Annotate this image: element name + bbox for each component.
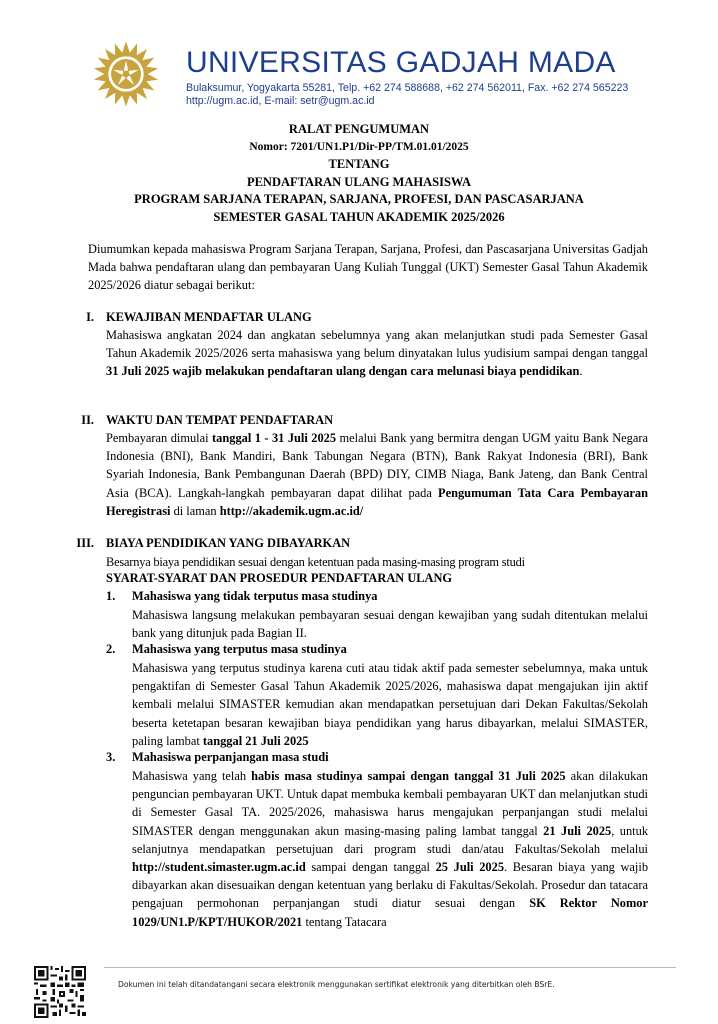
item-number: 3. (106, 750, 116, 764)
document-title (0, 121, 718, 226)
item-heading: Mahasiswa perpanjangan masa studi (132, 750, 329, 764)
emphasis-text: 31 Juli 2025 wajib melakukan pendaftaran ulang dengan cara melunasi biaya pendidikan (106, 364, 580, 379)
body-text: Mahasiswa angkatan 2024 dan angkatan sebelumnya yang akan melanjutkan studi pada Semester Gasal Tahun Akademik 2025/2026 serta mahasiswa yang belum dinyatakan lulus yudisium sampai dengan tanggal (106, 328, 648, 361)
section-heading: KEWAJIBAN MENDAFTAR ULANG (106, 310, 312, 324)
emphasis-text: 25 Juli 2025 (435, 860, 505, 875)
body-text: melalui Bank yang bermitra dengan UGM yaitu Bank Negara Indonesia (BNI), Bank Mandiri, Bank Tabungan Negara (BTN), Bank Rakyat Indonesia (BRI), Bank Syariah Indonesia, Bank Pembangunan Daerah (BPD) DIY, CIMB Niaga, Bank Jateng, dan Bank Central Asia (BCA). Langkah-langkah pembayaran dapat dilihat pada (106, 431, 648, 500)
e-signature-note: Dokumen ini telah ditandatangani secara elektronik menggunakan sertifikat elektronik yang diterbitkan oleh BSrE. (118, 980, 555, 989)
title-line: TENTANG (328, 157, 390, 171)
section-number: III. (76, 536, 94, 550)
section-body (106, 429, 648, 520)
letterhead (92, 38, 692, 108)
section-heading: WAKTU DAN TEMPAT PENDAFTARAN (106, 413, 334, 427)
contact-line: http://ugm.ac.id, E-mail: setr@ugm.ac.id (186, 94, 375, 107)
url-text: http://student.simaster.ugm.ac.id (132, 860, 306, 875)
body-text: tentang Tatacara (302, 914, 387, 929)
title-line: SEMESTER GASAL TAHUN AKADEMIK 2025/2026 (213, 209, 505, 224)
body-text: Mahasiswa yang terputus studinya karena cuti atau tidak aktif pada semester sebelumnya, maka untuk pengaktifan di Semester Gasal Tahun Akademik 2025/2026, mahasiswa dapat mengajukan ijin aktif kembali melalui SIMASTER kemudian akan mendapatkan persetujuan dari Dekan Fakultas/Sekolah beserta ketetapan besaran kewajiban biaya pendidikan yang harus dibayarkan, melalui SIMASTER, paling lambat (132, 661, 648, 748)
emphasis-text: habis masa studinya sampai dengan tanggal 31 Juli 2025 (251, 769, 566, 783)
body-text: di laman (170, 503, 220, 518)
section-body (106, 326, 648, 381)
emphasis-text: 21 Juli 2025 (543, 823, 612, 838)
body-text: . Besaran biaya yang wajib dibayarkan akan disesuaikan dengan ketentuan yang berlaku di Fakultas/Sekolah. Prosedur dan tatacara pengajuan permohonan perpanjangan studi diatur sesuai dengan (132, 860, 649, 911)
item-heading: Mahasiswa yang tidak terputus masa studinya (132, 589, 378, 603)
document-number: Nomor: 7201/UN1.P1/Dir-PP/TM.01.01/2025 (249, 140, 469, 153)
item-body: Mahasiswa langsung melakukan pembayaran sesuai dengan kewajiban yang sudah ditentukan melalui bank yang ditunjuk pada Bagian II. (132, 608, 648, 641)
university-address (186, 82, 628, 107)
section-number: II. (81, 413, 94, 427)
ugm-logo-icon (92, 40, 160, 108)
title-line: PROGRAM SARJANA TERAPAN, SARJANA, PROFESI, DAN PASCASARJANA (134, 192, 584, 206)
section-heading: BIAYA PENDIDIKAN YANG DIBAYARKAN (106, 536, 351, 550)
university-name: UNIVERSITAS GADJAH MADA (186, 46, 616, 79)
emphasis-text: Pengumuman Tata Cara Pembayaran Heregistrasi (106, 485, 648, 518)
item-body (132, 767, 648, 931)
footer-divider (104, 967, 676, 968)
body-text: . (579, 364, 583, 379)
emphasis-text: SK Rektor Nomor 1029/UN1.P/KPT/HUKOR/2021 (132, 896, 648, 929)
body-text: akan dilakukan penguncian pembayaran UKT. Untuk dapat membuka kembali pembayaran UKT dan melanjutkan studi di Semester Gasal TA. 2025/2026, mahasiswa harus mengajukan perpanjangan studi melalui SIMASTER dengan menggunakan akun masing-masing paling lambat tanggal (132, 769, 648, 838)
body-text: Mahasiswa yang telah (132, 769, 252, 783)
url-text: http://akademik.ugm.ac.id/ (219, 503, 364, 518)
item-number: 2. (106, 642, 116, 656)
section-body: Besarnya biaya pendidikan sesuai dengan ketentuan pada masing-masing program studi (106, 555, 525, 569)
emphasis-text: tanggal 1 - 31 Juli 2025 (212, 431, 337, 445)
item-number: 1. (106, 589, 116, 603)
section-number: I. (86, 310, 94, 324)
subsection-heading: SYARAT-SYARAT DAN PROSEDUR PENDAFTARAN ULANG (106, 571, 453, 585)
body-text: Pembayaran dimulai (106, 431, 213, 445)
title-line: RALAT PENGUMUMAN (288, 122, 430, 136)
intro-paragraph: Diumumkan kepada mahasiswa Program Sarjana Terapan, Sarjana, Profesi, dan Pascasarjana Universitas Gadjah Mada bahwa pendaftaran ulang dan pembayaran Uang Kuliah Tunggal (UKT) Semester Gasal Tahun Akademik 2025/2026 diatur sebagai berikut: (88, 242, 648, 293)
title-line: PENDAFTARAN ULANG MAHASISWA (246, 174, 472, 189)
body-text: sampai dengan tanggal (305, 860, 436, 875)
body-text: , untuk selanjutnya mendapatkan persetujuan dari program studi dan/atau Fakultas/Sekolah melalui (132, 823, 649, 856)
emphasis-text: tanggal 21 Juli 2025 (202, 733, 309, 748)
item-body (132, 659, 648, 750)
item-heading: Mahasiswa yang terputus masa studinya (132, 642, 347, 656)
address-line: Bulaksumur, Yogyakarta 55281, Telp. +62 274 588688, +62 274 562011, Fax. +62 274 565223 (186, 82, 629, 94)
qr-code-icon (34, 966, 86, 1018)
